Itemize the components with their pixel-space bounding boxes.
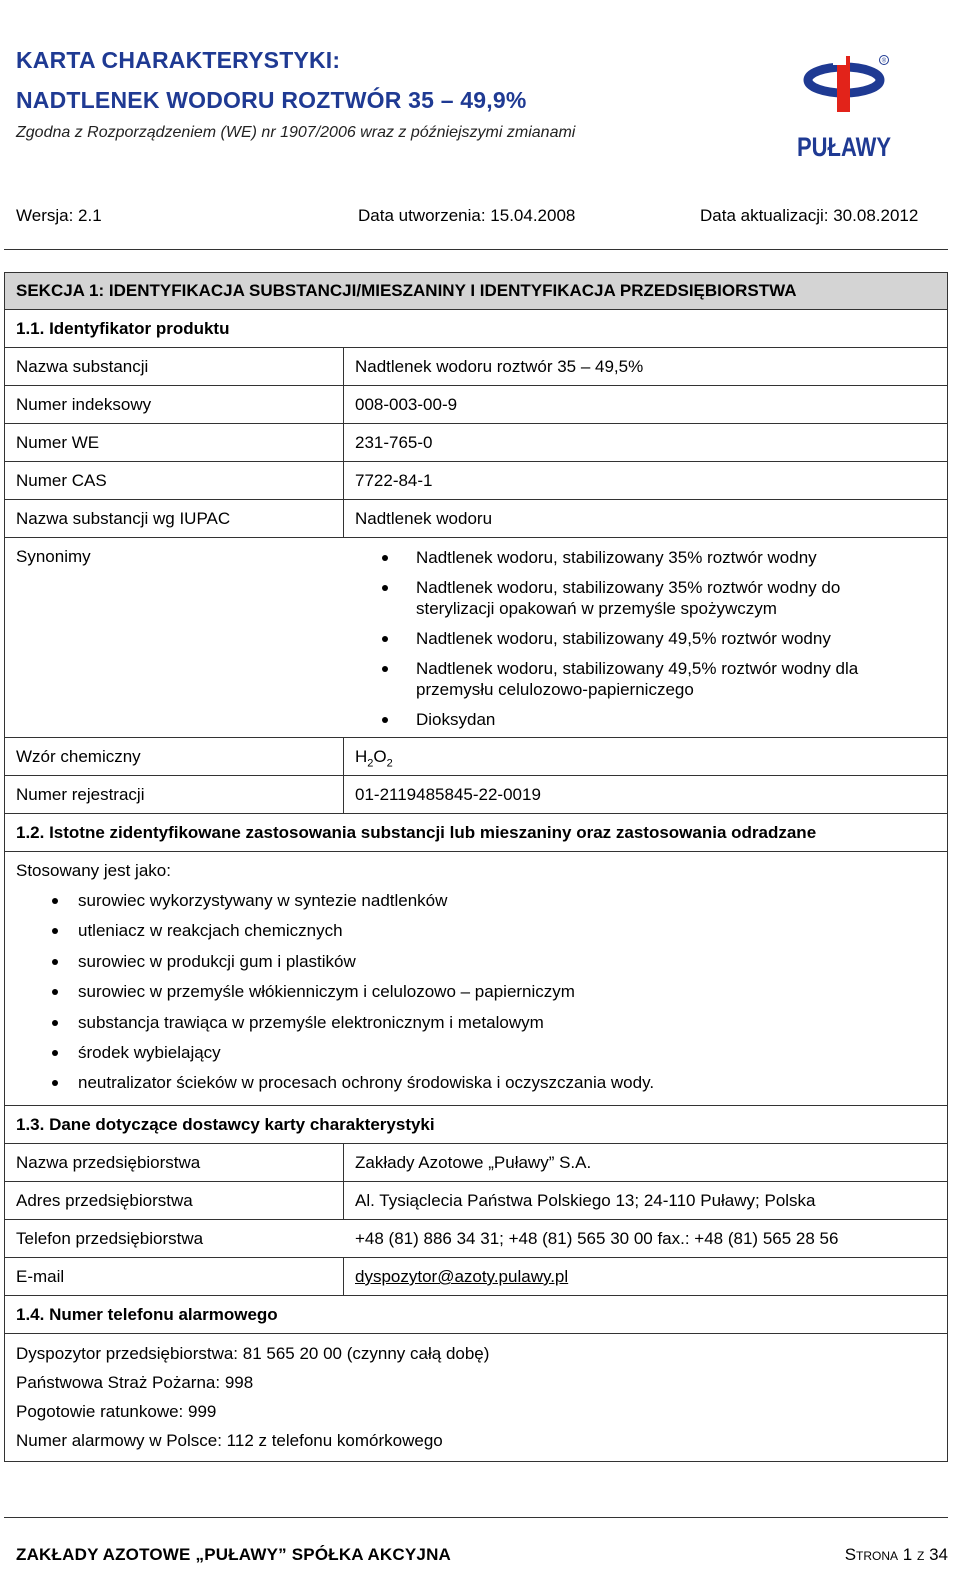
pulawy-logo-icon (797, 52, 900, 162)
supplier-row (5, 1182, 947, 1220)
synonyms-label: Synonimy (16, 547, 91, 566)
section1-table (4, 272, 948, 1462)
registered-mark: ® (881, 58, 887, 65)
list-item: Nadtlenek wodoru, stabilizowany 35% roztwór wodny (344, 547, 947, 568)
version-label: Wersja: 2.1 (16, 206, 102, 225)
alarm-line: Dyspozytor przedsiębiorstwa: 81 565 20 00 (czynny całą dobę) (16, 1344, 490, 1363)
list-item: substancja trawiąca w przemyśle elektronicznym i metalowym (16, 1012, 936, 1033)
supplier-value (344, 1258, 947, 1295)
synonyms-list (344, 538, 947, 730)
identifier-row (5, 424, 947, 462)
page-current: 1 (902, 1545, 913, 1564)
list-item: surowiec w produkcji gum i plastików (16, 951, 936, 972)
uses-list (16, 890, 936, 1093)
supplier-label: Nazwa przedsiębiorstwa (5, 1144, 344, 1181)
pulawy-logo (797, 52, 900, 162)
identifier-row (5, 462, 947, 500)
list-item: Nadtlenek wodoru, stabilizowany 49,5% roztwór wodny (344, 628, 947, 649)
footer-divider (4, 1517, 948, 1518)
list-item: utleniacz w reakcjach chemicznych (16, 920, 936, 941)
section1-heading: SEKCJA 1: IDENTYFIKACJA SUBSTANCJI/MIESZANINY I IDENTYFIKACJA PRZEDSIĘBIORSTWA (5, 273, 947, 310)
page-total: 34 (929, 1545, 948, 1564)
supplier-row (5, 1220, 947, 1258)
alarm-line: Pogotowie ratunkowe: 999 (16, 1402, 217, 1421)
supplier-label: E-mail (5, 1258, 344, 1295)
regulation-subtitle: Zgodna z Rozporządzeniem (WE) nr 1907/2006 wraz z późniejszymi zmianami (16, 124, 576, 141)
email-link[interactable]: dyspozytor@azoty.pulawy.pl (355, 1267, 569, 1286)
identifier-value: Nadtlenek wodoru roztwór 35 – 49,5% (355, 357, 644, 376)
registration-value: 01-2119485845-22-0019 (355, 785, 541, 804)
formula-o: O (373, 747, 387, 766)
registration-row (5, 776, 947, 814)
identifier-label: Numer WE (5, 424, 344, 461)
list-item: surowiec wykorzystywany w syntezie nadtlenków (16, 890, 936, 911)
page-of: z (917, 1545, 925, 1564)
updated-date: Data aktualizacji: 30.08.2012 (700, 206, 919, 225)
identifier-row (5, 386, 947, 424)
list-item: środek wybielający (16, 1042, 936, 1063)
list-item: Dioksydan (344, 709, 947, 730)
list-item: neutralizator ścieków w procesach ochrony środowiska i oczyszczania wody. (16, 1072, 936, 1093)
list-item: Nadtlenek wodoru, stabilizowany 35% roztwór wodny do sterylizacji opakowań w przemyśle spożywczym (344, 577, 947, 619)
identifier-value: 008-003-00-9 (355, 395, 458, 414)
formula-label: Wzór chemiczny (5, 738, 344, 775)
supplier-label: Telefon przedsiębiorstwa (16, 1229, 204, 1248)
synonyms-row (5, 538, 947, 738)
alarm-numbers-box (5, 1334, 947, 1461)
identifier-value: Nadtlenek wodoru (355, 509, 493, 528)
page-word: Strona (844, 1545, 899, 1564)
logo-wordmark: PUŁAWY (797, 132, 891, 162)
document-title-line1: KARTA CHARAKTERYSTYKI: (16, 47, 341, 73)
subsection-1-2-heading: 1.2. Istotne zidentyfikowane zastosowania substancji lub mieszaniny oraz zastosowania odradzane (5, 814, 947, 852)
identifier-label: Nazwa substancji (5, 348, 344, 385)
supplier-label: Adres przedsiębiorstwa (5, 1182, 344, 1219)
alarm-line: Państwowa Straż Pożarna: 998 (16, 1373, 254, 1392)
formula-value (344, 738, 947, 775)
document-title-line2: NADTLENEK WODORU ROZTWÓR 35 – 49,9% (16, 87, 527, 113)
formula-o-subscript: 2 (386, 757, 393, 770)
list-item: surowiec w przemyśle włókienniczym i celulozowo – papierniczym (16, 981, 936, 1002)
list-item: Nadtlenek wodoru, stabilizowany 49,5% roztwór wodny dla przemysłu celulozowo-papierniczego (344, 658, 947, 700)
header-divider (4, 249, 948, 250)
footer-company: ZAKŁADY AZOTOWE „PUŁAWY” SPÓŁKA AKCYJNA (16, 1545, 452, 1564)
supplier-value: Zakłady Azotowe „Puławy” S.A. (355, 1153, 592, 1172)
supplier-row (5, 1144, 947, 1182)
identifier-value: 7722-84-1 (355, 471, 433, 490)
uses-box (5, 852, 947, 1106)
synonyms-cell (344, 538, 947, 737)
formula-h: H (355, 747, 368, 766)
identifier-label: Numer indeksowy (5, 386, 344, 423)
subsection-1-1-heading: 1.1. Identyfikator produktu (5, 310, 947, 348)
formula-h-subscript: 2 (367, 757, 374, 770)
formula-row (5, 738, 947, 776)
registration-label: Numer rejestracji (5, 776, 344, 813)
identifier-row (5, 348, 947, 386)
subsection-1-3-heading: 1.3. Dane dotyczące dostawcy karty charakterystyki (5, 1106, 947, 1144)
created-date: Data utworzenia: 15.04.2008 (358, 206, 576, 225)
supplier-row (5, 1258, 947, 1296)
alarm-line: Numer alarmowy w Polsce: 112 z telefonu komórkowego (16, 1431, 443, 1450)
identifier-label: Numer CAS (5, 462, 344, 499)
identifier-row (5, 500, 947, 538)
supplier-value: +48 (81) 886 34 31; +48 (81) 565 30 00 fax.: +48 (81) 565 28 56 (355, 1229, 839, 1248)
page-number (845, 1545, 948, 1565)
uses-intro: Stosowany jest jako: (16, 861, 171, 880)
supplier-value: Al. Tysiąclecia Państwa Polskiego 13; 24-110 Puławy; Polska (355, 1191, 816, 1210)
version-row (16, 206, 946, 230)
identifier-value: 231-765-0 (355, 433, 433, 452)
identifier-label: Nazwa substancji wg IUPAC (5, 500, 344, 537)
subsection-1-4-heading: 1.4. Numer telefonu alarmowego (5, 1296, 947, 1334)
